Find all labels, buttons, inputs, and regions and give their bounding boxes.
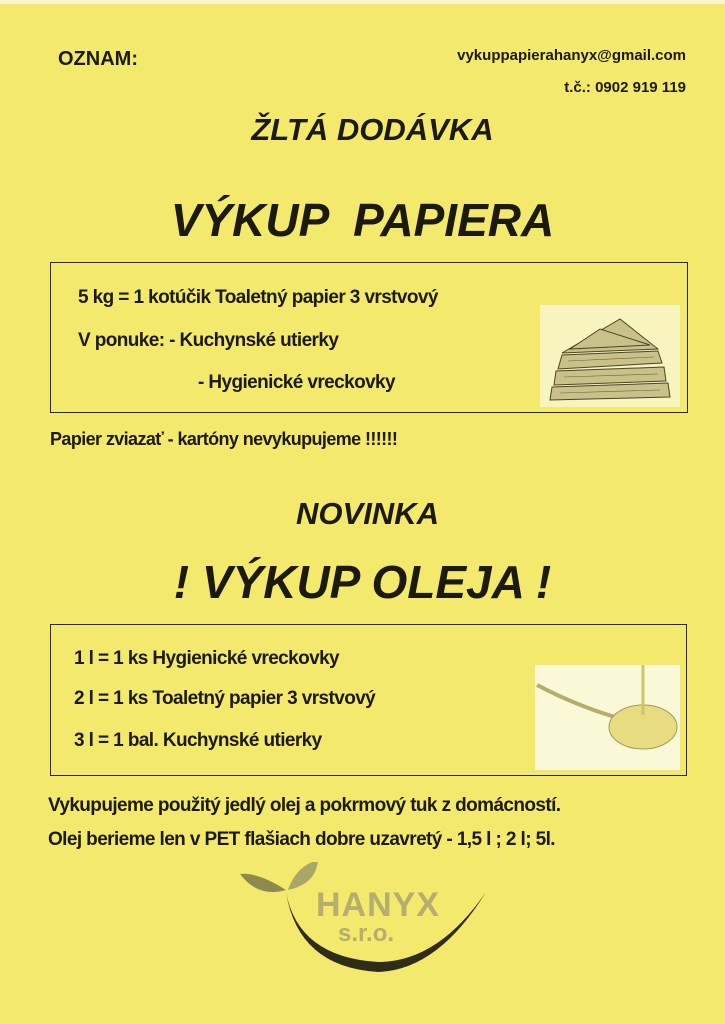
newspaper-stack-image (540, 305, 680, 407)
oil-offer-line: 1 l = 1 ks Hygienické vreckovky (74, 648, 340, 669)
oil-offer-line: 3 l = 1 bal. Kuchynské utierky (74, 730, 322, 751)
oil-note: Vykupujeme použitý jedlý olej a pokrmový tuk z domácností. (48, 795, 561, 816)
notice-label: OZNAM: (58, 48, 138, 70)
paper-note: Papier zviazať - kartóny nevykupujeme !!!!!! (50, 429, 398, 449)
oil-offer-line: 2 l = 1 ks Toaletný papier 3 vrstvový (74, 688, 376, 709)
paper-offer-line: 5 kg = 1 kotúčik Toaletný papier 3 vrstvový (78, 287, 438, 308)
logo-suffix: s.r.o. (338, 920, 395, 947)
paper-offer-line: V ponuke: - Kuchynské utierky (78, 330, 339, 351)
paper-subtitle: ŽLTÁ DODÁVKA (251, 112, 494, 147)
contact-phone: t.č.: 0902 919 119 (564, 79, 686, 96)
oil-subtitle: NOVINKA (296, 496, 439, 531)
oil-spoon-image (535, 665, 680, 770)
logo-name: HANYX (316, 886, 441, 924)
paper-title: VÝKUP PAPIERA (170, 194, 555, 246)
contact-email: vykuppapierahanyx@gmail.com (457, 47, 686, 64)
paper-offer-line: - Hygienické vreckovky (198, 372, 395, 393)
oil-title: ! VÝKUP OLEJA ! (173, 556, 552, 608)
oil-note: Olej berieme len v PET flašiach dobre uzavretý - 1,5 l ; 2 l; 5l. (48, 829, 555, 850)
